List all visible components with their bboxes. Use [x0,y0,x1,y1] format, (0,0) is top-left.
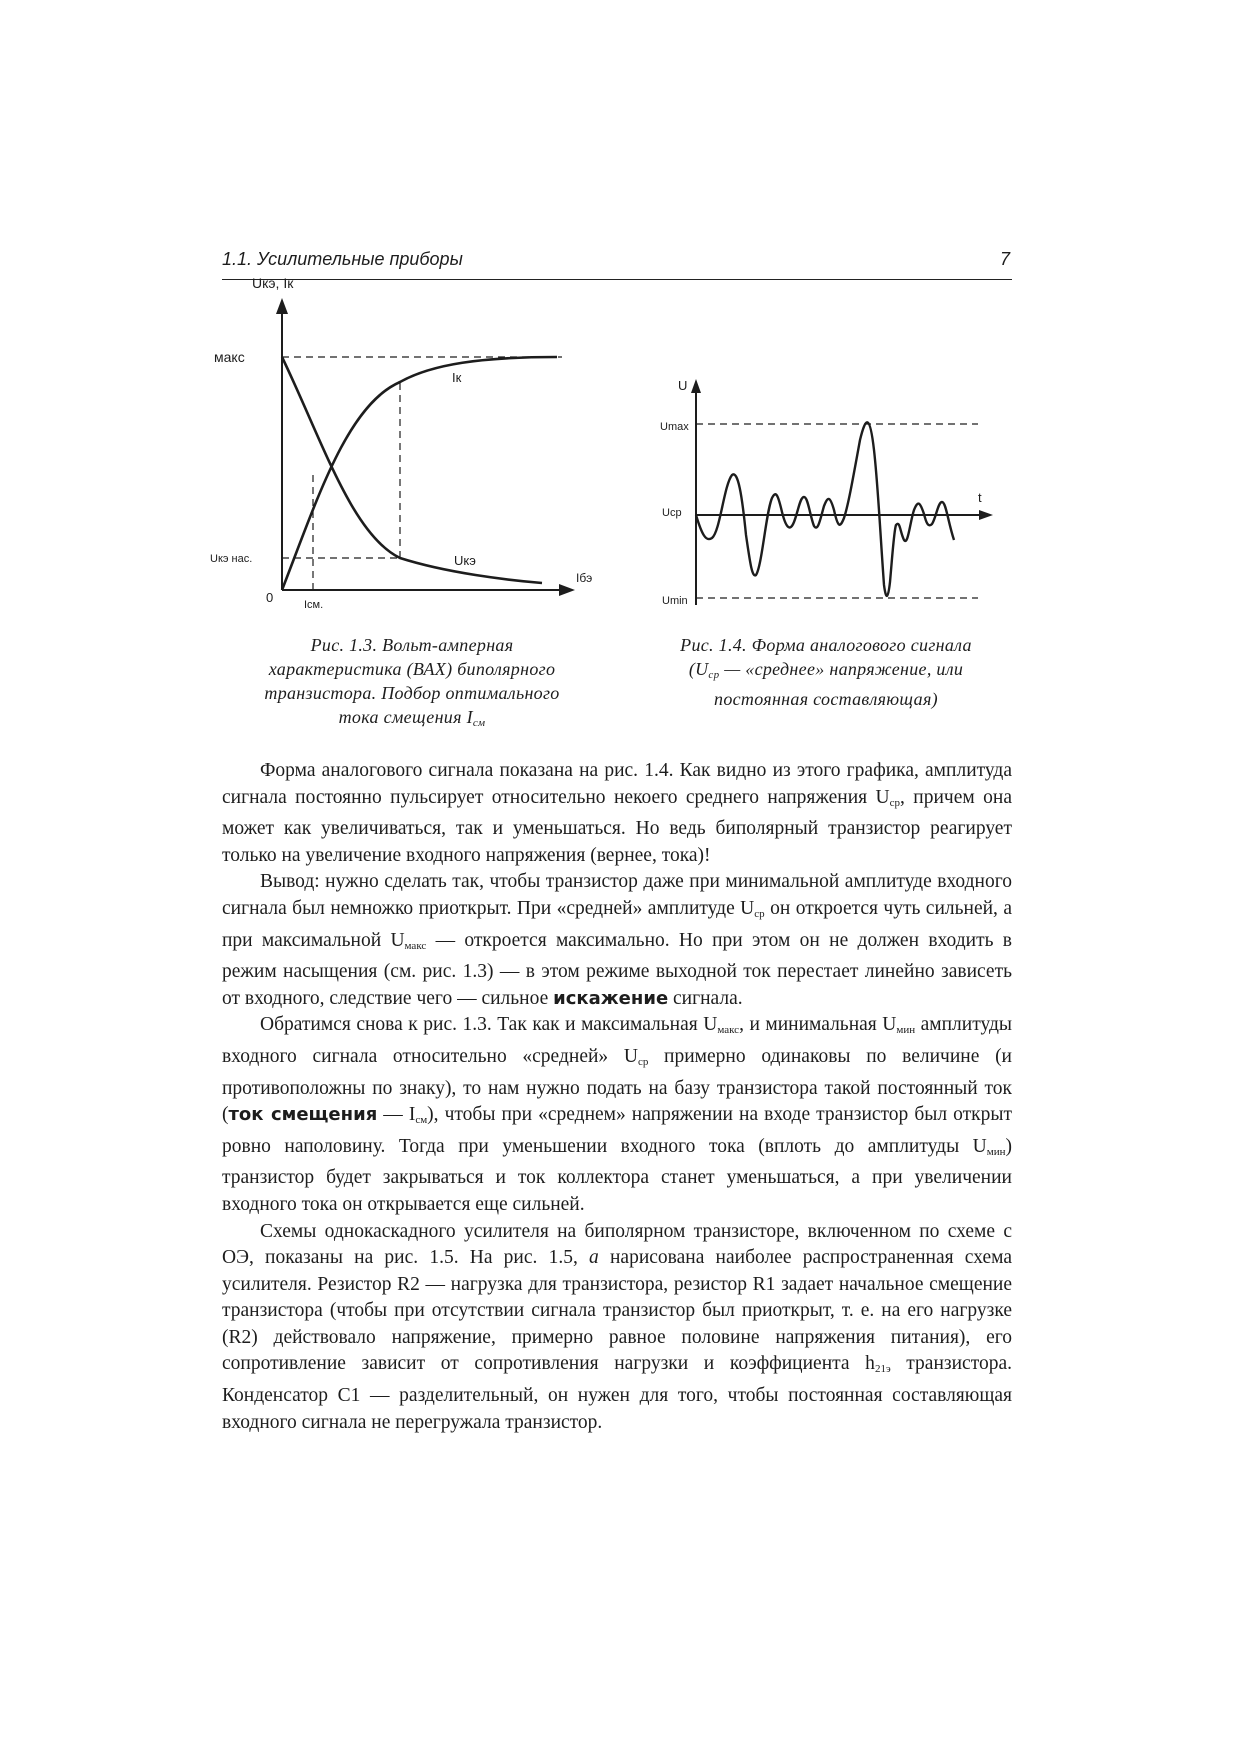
paragraph-3 [222,1012,1012,1218]
x-tick-bias: Iсм. [304,599,324,611]
y-axis-arrow [276,298,288,314]
signal-waveform [696,422,954,596]
text: Обратимся снова к рис. 1.3. Так как и максимальная U [260,1014,718,1036]
paragraph-1 [222,758,1012,869]
x-axis-label: t [978,490,982,505]
curve-uke [282,357,542,583]
caption-text: — «среднее» напряжение, или [719,659,964,679]
subscript: ср [754,907,765,920]
text: сигнала. [668,987,743,1009]
page-header [222,245,1012,280]
figure-1-3-caption [222,633,602,735]
figure-1-4-caption [640,633,1012,711]
caption-line: транзистора. Подбор оптимального [264,683,560,703]
text: , и минимальная U [739,1014,897,1036]
caption-subscript: ср [708,669,720,681]
text: нарисована наиболее распространенная схема усилителя. Резистор R2 — нагрузка для транзистора, резистор R1 задает начальное смещение транзистора (чтобы при отсутствии сигнала транзистор был приоткрыт, т. е. на его нагрузке (R2) действовало напряжение, примерно равное половине напряжения питания), его сопротивление зависит от сопротивления нагрузки и коэффициента h [222,1247,1012,1375]
x-axis-arrow [979,510,993,520]
section-title: 1.1. Усилительные приборы [222,249,463,269]
curve-ik [282,357,557,590]
x-axis-label: Iбэ [576,571,593,585]
text: амплитуды входного сигнала относительно «средней» U [222,1014,1013,1067]
caption-text: (U [688,659,709,679]
text: он откроется чуть сильней, а при максимальной U [222,897,1013,951]
figure-1-4-signal [648,290,1013,630]
y-axis-label: Uкэ, Iк [252,275,294,291]
curve-uke-label: Uкэ [454,553,476,568]
caption-line [640,657,1012,687]
subscript: мин [896,1024,916,1037]
curve-ik-label: Iк [452,370,462,385]
paragraph-4 [222,1219,1012,1437]
figure-1-3-vax [210,275,622,630]
caption-line [222,705,602,735]
text: примерно одинаковы по величине (и противоположны по знаку), то нам нужно подать на базу транзистора такой постоянный ток ( [222,1045,1012,1126]
caption-line: Рис. 1.4. Форма аналогового сигнала [680,635,972,655]
y-tick-max: Umax [660,421,689,433]
caption-line: постоянная составляющая) [714,689,938,709]
italic-letter: а [589,1247,599,1269]
text: , причем она может как увеличиваться, так и уменьшаться. Но ведь биполярный транзистор реагирует только на увеличение входного напряжения (вернее, тока)! [222,786,1012,866]
subscript: 21э [874,1363,891,1376]
text: Форма аналогового сигнала показана на рис. 1.4. Как видно из этого графика, амплитуда сигнала постоянно пульсирует относительно некоего среднего напряжения U [222,760,1012,808]
text: Схемы однокаскадного усилителя на биполярном транзисторе, включенном по схеме с ОЭ, показаны на рис. 1.5. На рис. 1.5, [222,1220,1012,1269]
text: — I [377,1104,416,1126]
body-text [222,758,1012,1436]
subscript: см [415,1114,428,1127]
y-tick-min: Umin [662,595,688,607]
subscript: ср [637,1055,649,1068]
x-axis-arrow [559,584,575,596]
bold-term: искажение [553,987,669,1009]
y-tick-sat: Uкэ нас. [210,553,253,565]
caption-text: тока смещения I [338,707,473,727]
subscript: макс [404,939,427,952]
subscript: мин [986,1145,1006,1158]
paragraph-2 [222,869,1012,1012]
y-tick-avg: Uср [662,507,682,519]
y-axis-arrow [691,379,701,393]
bold-term: ток смещения [228,1104,378,1126]
caption-subscript: см [472,717,486,729]
text: — откроется максимально. Но при этом он не должен входить в режим насыщения (см. рис. 1.3) — в этом режиме выходной ток перестает линейно зависеть от входного, следствие чего — сильное [222,929,1013,1009]
text: ) транзистор будет закрываться и ток коллектора станет уменьшаться, а при увеличении входного тока он открывается еще сильней. [222,1135,1012,1215]
caption-line: характеристика (ВАХ) биполярного [268,659,556,679]
page-number: 7 [999,249,1010,269]
text: Вывод: нужно сделать так, чтобы транзистор даже при минимальной амплитуде входного сигнала был немножко приоткрыт. При «средней» амплитуде U [222,871,1012,919]
text: транзистора. Конденсатор С1 — разделительный, он нужен для того, чтобы постоянная составляющая входного сигнала не перегружала транзистор. [222,1353,1012,1433]
y-axis-label: U [678,378,688,393]
origin-label: 0 [266,590,274,605]
subscript: ср [889,796,900,809]
caption-line: Рис. 1.3. Вольт-амперная [310,635,514,655]
text: ), чтобы при «среднем» напряжении на входе транзистор был открыт ровно наполовину. Тогда при уменьшении входного тока (вплоть до амплитуды U [222,1104,1012,1157]
y-tick-max: макс [214,349,245,365]
subscript: макс [717,1024,740,1037]
